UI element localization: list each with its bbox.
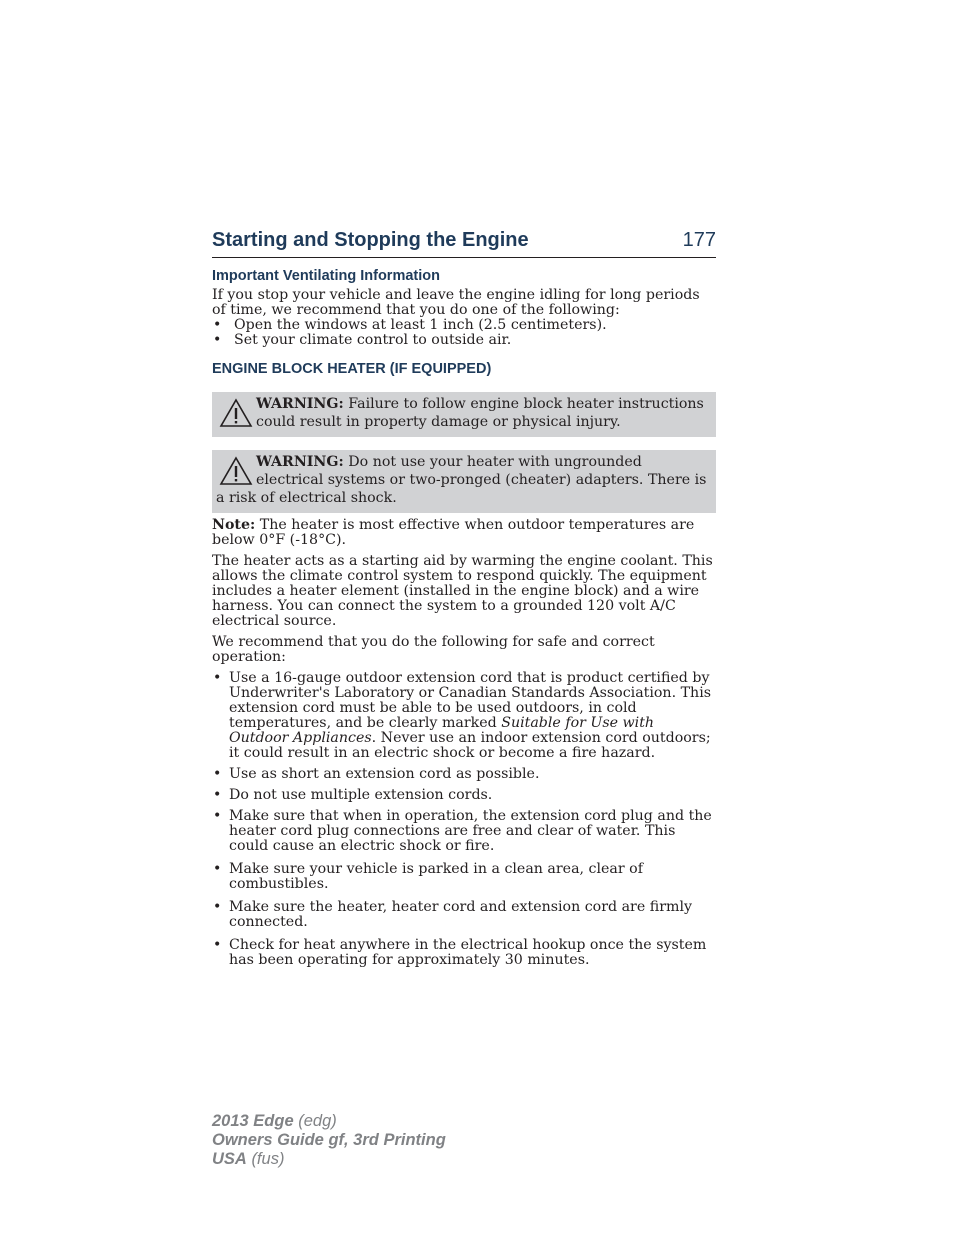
page-number: 177 bbox=[682, 229, 716, 251]
page-content bbox=[212, 228, 716, 968]
warning-text: Failure to follow engine block heater instructions could result in property damage or physical injury. bbox=[256, 396, 704, 430]
list-item: • Use a 16-gauge outdoor extension cord that is product certified by Underwriter's Laboratory or Canadian Standards Association. This extension cord must be able to be used outdoors, in cold temperatures, and be clearly marked Suitable for Use with Outdoor Appliances. Never use an indoor extension cord outdoors; it could result in an electric shock or become a fire hazard. bbox=[213, 670, 712, 761]
page-header bbox=[212, 228, 716, 258]
warning-box-1 bbox=[212, 392, 716, 437]
ventilation-heading: Important Ventilating Information bbox=[212, 268, 440, 284]
bullet-glyph: • bbox=[213, 787, 222, 803]
warning-triangle-icon bbox=[216, 397, 256, 429]
list-item: • Do not use multiple extension cords. bbox=[213, 787, 493, 803]
footer-model-line: 2013 Edge (edg) bbox=[212, 1112, 337, 1130]
list-item: • Open the windows at least 1 inch (2.5 centimeters). bbox=[213, 317, 607, 333]
chapter-title: Starting and Stopping the Engine bbox=[212, 229, 529, 251]
list-item: • Set your climate control to outside air. bbox=[213, 332, 512, 348]
bullet-glyph: • bbox=[213, 766, 222, 782]
warning-triangle-icon bbox=[216, 455, 256, 487]
page-footer bbox=[212, 1112, 446, 1169]
list-item: • Check for heat anywhere in the electrical hookup once the system has been operating for approximately 30 minutes. bbox=[213, 937, 707, 968]
note-label: Note: bbox=[212, 517, 256, 533]
heater-heading: ENGINE BLOCK HEATER (IF EQUIPPED) bbox=[212, 361, 492, 377]
bullet-glyph: • bbox=[213, 332, 222, 348]
bullet-glyph: • bbox=[213, 808, 222, 824]
bullet-glyph: • bbox=[213, 670, 222, 686]
warning-box-2 bbox=[212, 450, 716, 513]
bullet-glyph: • bbox=[213, 937, 222, 953]
safety-list bbox=[212, 671, 716, 968]
list-item: • Make sure the heater, heater cord and extension cord are firmly connected. bbox=[213, 899, 692, 930]
bullet-glyph: • bbox=[213, 317, 222, 333]
note-text: The heater is most effective when outdoor temperatures are below 0°F (-18°C). bbox=[212, 517, 695, 548]
recommendation-intro: We recommend that you do the following for safe and correct operation: bbox=[212, 634, 655, 665]
list-item: • Use as short an extension cord as possible. bbox=[213, 766, 540, 782]
list-item: • Make sure your vehicle is parked in a clean area, clear of combustibles. bbox=[213, 861, 643, 892]
bullet-glyph: • bbox=[213, 861, 222, 877]
list-item: • Make sure that when in operation, the extension cord plug and the heater cord plug connections are free and clear of water. This could cause an electric shock or fire. bbox=[213, 808, 712, 854]
heater-description: The heater acts as a starting aid by warming the engine coolant. This allows the climate control system to respond quickly. The equipment includes a heater element (installed in the engine block) and a wire harness. You can connect the system to a grounded 120 volt A/C electrical source. bbox=[212, 553, 713, 629]
ventilation-intro: If you stop your vehicle and leave the engine idling for long periods of time, we recommend that you do one of the following: bbox=[212, 287, 700, 318]
warning-label: WARNING: bbox=[256, 454, 344, 470]
bullet-glyph: • bbox=[213, 899, 222, 915]
footer-region-line: USA (fus) bbox=[212, 1150, 285, 1168]
ventilation-list bbox=[212, 318, 716, 348]
footer-guide-line: Owners Guide gf, 3rd Printing bbox=[212, 1131, 446, 1149]
note-paragraph bbox=[212, 518, 716, 548]
warning-label: WARNING: bbox=[256, 396, 344, 412]
warning-text: Do not use your heater with ungrounded electrical systems or two-pronged (cheater) adapters. There is a risk of electrical shock. bbox=[216, 454, 707, 506]
